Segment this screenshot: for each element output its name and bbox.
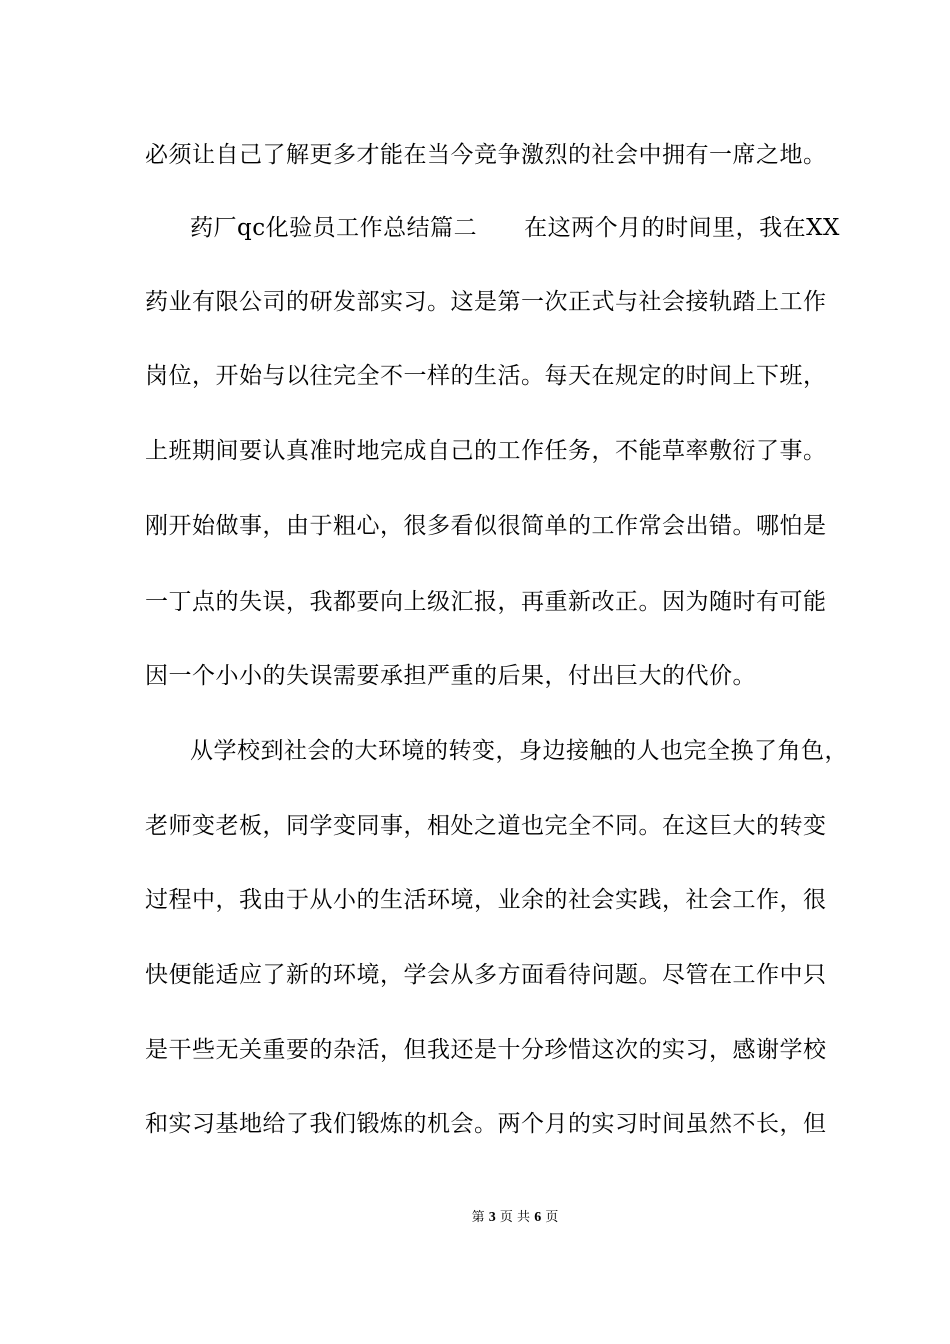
paragraph-line: 从学校到社会的大环境的转变，身边接触的人也完全换了角色，	[190, 738, 848, 764]
paragraph-line: 和实习基地给了我们锻炼的机会。两个月的实习时间虽然不长，但	[145, 1111, 827, 1137]
paragraph-line: 必须让自己了解更多才能在当今竞争激烈的社会中拥有一席之地。	[145, 142, 827, 168]
paragraph-line: 药厂qc化验员工作总结篇二 在这两个月的时间里，我在XX	[190, 215, 840, 241]
paragraph-line: 岗位，开始与以往完全不一样的生活。每天在规定的时间上下班，	[145, 363, 827, 389]
paragraph-line: 老师变老板，同学变同事，相处之道也完全不同。在这巨大的转变	[145, 813, 827, 839]
total-pages-number: 6	[534, 1210, 542, 1225]
footer-prefix: 第	[471, 1210, 485, 1225]
paragraph-line: 上班期间要认真准时地完成自己的工作任务，不能草率敷衍了事。	[145, 438, 827, 464]
paragraph-line: 刚开始做事，由于粗心，很多看似很简单的工作常会出错。哪怕是	[145, 513, 827, 539]
paragraph-line: 是干些无关重要的杂活，但我还是十分珍惜这次的实习，感谢学校	[145, 1037, 827, 1063]
current-page-number: 3	[488, 1210, 496, 1225]
page-footer	[0, 1208, 950, 1228]
paragraph-line: 药业有限公司的研发部实习。这是第一次正式与社会接轨踏上工作	[145, 289, 827, 315]
paragraph-line: 一丁点的失误，我都要向上级汇报，再重新改正。因为随时有可能	[145, 589, 827, 615]
paragraph-line: 过程中，我由于从小的生活环境，业余的社会实践，社会工作，很	[145, 887, 827, 913]
paragraph-line: 快便能适应了新的环境，学会从多方面看待问题。尽管在工作中只	[145, 962, 827, 988]
paragraph-line: 因一个小小的失误需要承担严重的后果，付出巨大的代价。	[145, 663, 756, 689]
footer-suffix: 页	[545, 1210, 559, 1225]
footer-middle: 页 共	[499, 1210, 531, 1225]
